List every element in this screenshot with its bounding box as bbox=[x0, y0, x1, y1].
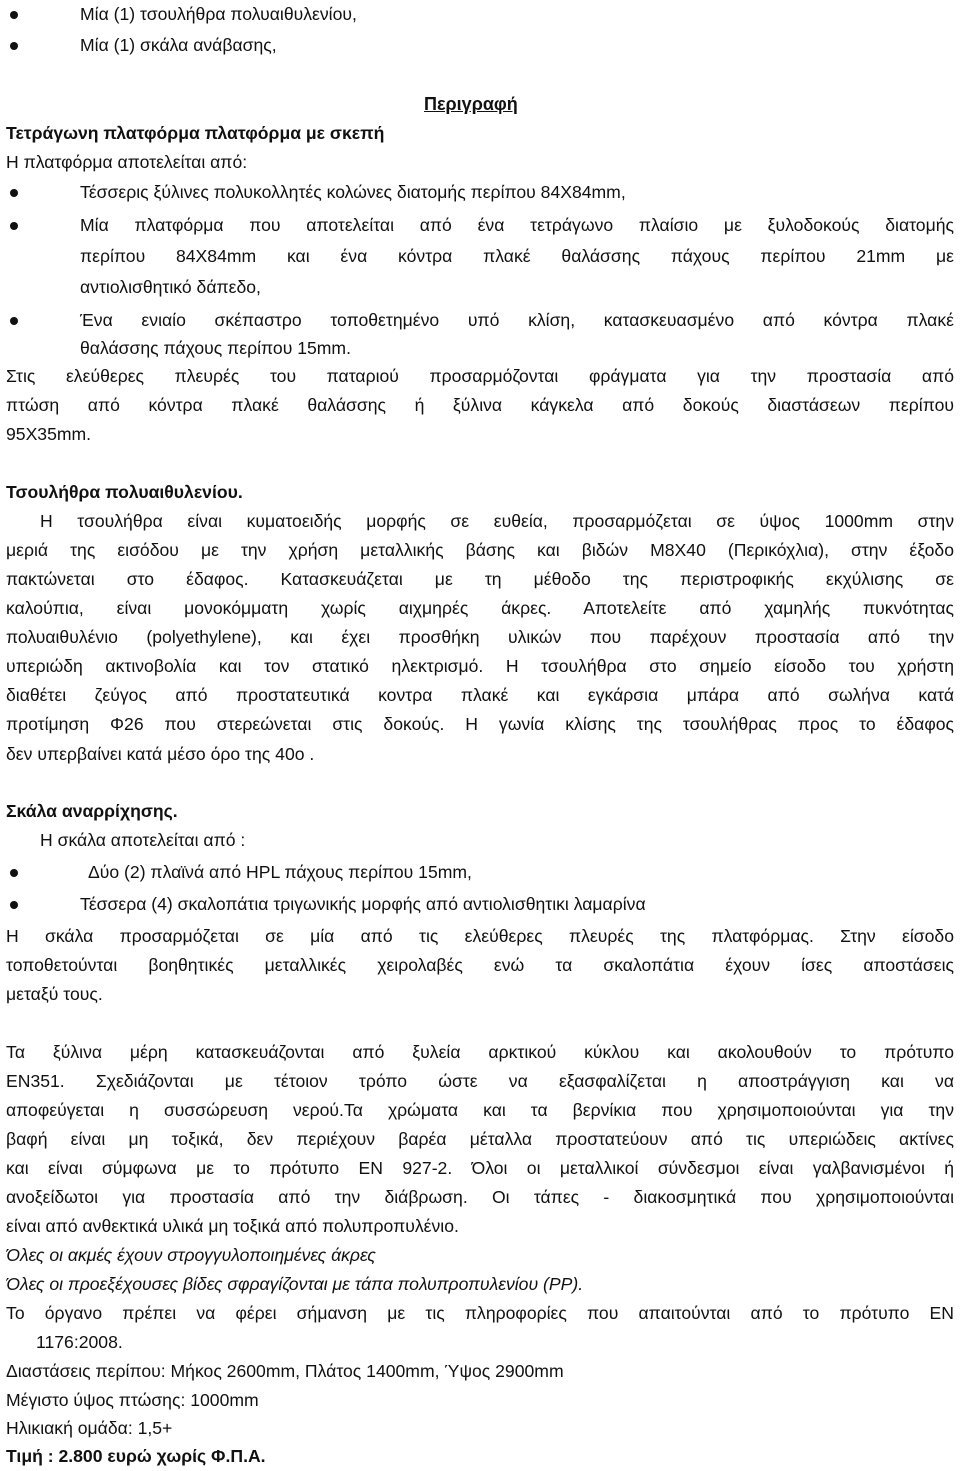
slide-paragraph-l8: προτίμηση Φ26 που στερεώνεται στις δοκούς. Η γωνία κλίσης της τσουλήθρας προς το έδαφος bbox=[6, 714, 954, 734]
platform-bullet-columns: Τέσσερις ξύλινες πολυκολλητές κολώνες διατομής περίπου 84Χ84mm, bbox=[80, 182, 626, 202]
slide-paragraph-l5: πολυαιθυλένιο (polyethylene), και έχει προσθήκη υλικών που παρέχουν προστασία από την bbox=[6, 627, 954, 647]
bullet-icon bbox=[10, 869, 18, 877]
bullet-item-ladder: Μία (1) σκάλα ανάβασης, bbox=[80, 35, 277, 55]
ladder-title: Σκάλα αναρρίχησης. bbox=[6, 801, 178, 821]
platform-title: Τετράγωνη πλατφόρμα πλατφόρμα με σκεπή bbox=[6, 123, 385, 143]
materials-paragraph-l2: EN351. Σχεδιάζονται με τέτοιον τρόπο ώστε να εξασφαλίζεται η αποστράγγιση και να bbox=[6, 1071, 954, 1091]
platform-bullet-frame-l1: Μία πλατφόρμα που αποτελείται από ένα τετράγωνο πλαίσιο με ξυλοδοκούς διατομής bbox=[80, 215, 954, 235]
bullet-icon bbox=[10, 901, 18, 909]
section-heading-description: Περιγραφή bbox=[424, 94, 518, 114]
spec-age-group: Ηλικιακή ομάδα: 1,5+ bbox=[6, 1418, 173, 1438]
bullet-icon bbox=[10, 189, 18, 197]
ladder-paragraph-l1: Η σκάλα προσαρμόζεται σε μία από τις ελεύθερες πλευρές της πλατφόρμας. Στην είσοδο bbox=[6, 926, 954, 946]
ladder-bullet-sides: Δύο (2) πλαϊνά από HPL πάχους περίπου 15mm, bbox=[88, 862, 472, 882]
platform-bullet-roof-l2: θαλάσσης πάχους περίπου 15mm. bbox=[80, 338, 351, 358]
materials-paragraph-l3: αποφεύγεται η συσσώρευση νερού.Τα χρώματα και τα βερνίκια που χρησιμοποιούνται για την bbox=[6, 1100, 954, 1120]
platform-bullet-roof-l1: Ένα ενιαίο σκέπαστρο τοποθετημένο υπό κλίση, κατασκευασμένο από κόντρα πλακέ bbox=[80, 310, 954, 330]
platform-paragraph-l1: Στις ελεύθερες πλευρές του παταριού προσαρμόζονται φράγματα για την προστασία από bbox=[6, 366, 954, 386]
bullet-icon bbox=[10, 222, 18, 230]
slide-paragraph-l9: δεν υπερβαίνει κατά μέσο όρο της 40ο . bbox=[6, 744, 315, 764]
bullet-item-slide: Μία (1) τσουλήθρα πολυαιθυλενίου, bbox=[80, 4, 357, 24]
slide-paragraph-l2: μεριά της εισόδου με την χρήση μεταλλικής βάσης και βιδών Μ8Χ40 (Περικόχλια), στην έξοδο bbox=[6, 540, 954, 560]
materials-paragraph-l6: ανοξείδωτοι για προστασία από την διάβρωση. Οι τάπες - διακοσμητικά που χρησιμοποιούνται bbox=[6, 1187, 954, 1207]
platform-paragraph-l2: πτώση από κόντρα πλακέ θαλάσσης ή ξύλινα κάγκελα από δοκούς διαστάσεων περίπου bbox=[6, 395, 954, 415]
platform-bullet-frame-l3: αντιολισθητικό δάπεδο, bbox=[80, 277, 261, 297]
ladder-paragraph-l2: τοποθετούνται βοηθητικές μεταλλικές χειρολαβές ενώ τα σκαλοπάτια έχουν ίσες αποστάσεις bbox=[6, 955, 954, 975]
slide-paragraph-l4: καλούπια, είναι μονοκόμματη χωρίς αιχμηρές άκρες. Αποτελείτε από χαμηλής πυκνότητας bbox=[6, 598, 954, 618]
bullet-icon bbox=[10, 317, 18, 325]
materials-paragraph-l5: και είναι σύμφωνα με το πρότυπο EN 927-2. Όλοι οι μεταλλικοί σύνδεσμοι είναι γαλβανισμένοι ή bbox=[6, 1158, 954, 1178]
spec-fall-height: Μέγιστο ύψος πτώσης: 1000mm bbox=[6, 1390, 259, 1410]
slide-paragraph-l6: υπεριώδη ακτινοβολία και τον στατικό ηλεκτρισμό. Η τσουλήθρα στο σημείο είσοδο του χρήστη bbox=[6, 656, 954, 676]
bullet-icon bbox=[10, 42, 18, 50]
ladder-paragraph-l3: μεταξύ τους. bbox=[6, 984, 103, 1004]
slide-paragraph-l7: διαθέτει ζεύγος από προστατευτικά κοντρα πλακέ και εγκάρσια μπάρα από σωλήνα κατά bbox=[6, 685, 954, 705]
materials-note-edges: Όλες οι ακμές έχουν στρογγυλοποιημένες άκρες bbox=[6, 1245, 376, 1265]
slide-title: Τσουλήθρα πολυαιθυλενίου. bbox=[6, 482, 243, 502]
platform-paragraph-l3: 95Χ35mm. bbox=[6, 424, 92, 444]
standard-paragraph-l1: Το όργανο πρέπει να φέρει σήμανση με τις πληροφορίες που απαιτούνται από το πρότυπο ΕΝ bbox=[6, 1303, 954, 1323]
spec-dimensions: Διαστάσεις περίπου: Μήκος 2600mm, Πλάτος 1400mm, Ύψος 2900mm bbox=[6, 1361, 564, 1381]
platform-bullet-frame-l2: περίπου 84Χ84mm και ένα κόντρα πλακέ θαλάσσης πάχους περίπου 21mm με bbox=[80, 246, 954, 266]
materials-paragraph-l1: Τα ξύλινα μέρη κατασκευάζονται από ξυλεία αρκτικού κύκλου και ακολουθούν το πρότυπο bbox=[6, 1042, 954, 1062]
standard-paragraph-l2: 1176:2008. bbox=[36, 1332, 123, 1352]
materials-paragraph-l4: βαφή είναι μη τοξικά, δεν περιέχουν βαρέα μέταλλα προστατεύουν από τις υπεριώδεις ακτίνες bbox=[6, 1129, 954, 1149]
spec-price: Τιμή : 2.800 ευρώ χωρίς Φ.Π.Α. bbox=[6, 1446, 266, 1466]
bullet-icon bbox=[10, 11, 18, 19]
ladder-bullet-steps: Τέσσερα (4) σκαλοπάτια τριγωνικής μορφής από αντιολισθητικι λαμαρίνα bbox=[80, 894, 646, 914]
slide-paragraph-l1: Η τσουλήθρα είναι κυματοειδής μορφής σε ευθεία, προσαρμόζεται σε ύψος 1000mm στην bbox=[40, 511, 954, 531]
slide-paragraph-l3: πακτώνεται στο έδαφος. Κατασκευάζεται με τη μέθοδο της περιστροφικής εκχύλισης σε bbox=[6, 569, 954, 589]
ladder-intro: Η σκάλα αποτελείται από : bbox=[40, 830, 246, 850]
platform-intro: Η πλατφόρμα αποτελείται από: bbox=[6, 152, 248, 172]
materials-paragraph-l7: είναι από ανθεκτικά υλικά μη τοξικά από πολυπροπυλένιο. bbox=[6, 1216, 459, 1236]
materials-note-screws: Όλες οι προεξέχουσες βίδες σφραγίζονται με τάπα πολυπροπυλενίου (PP). bbox=[6, 1274, 584, 1294]
